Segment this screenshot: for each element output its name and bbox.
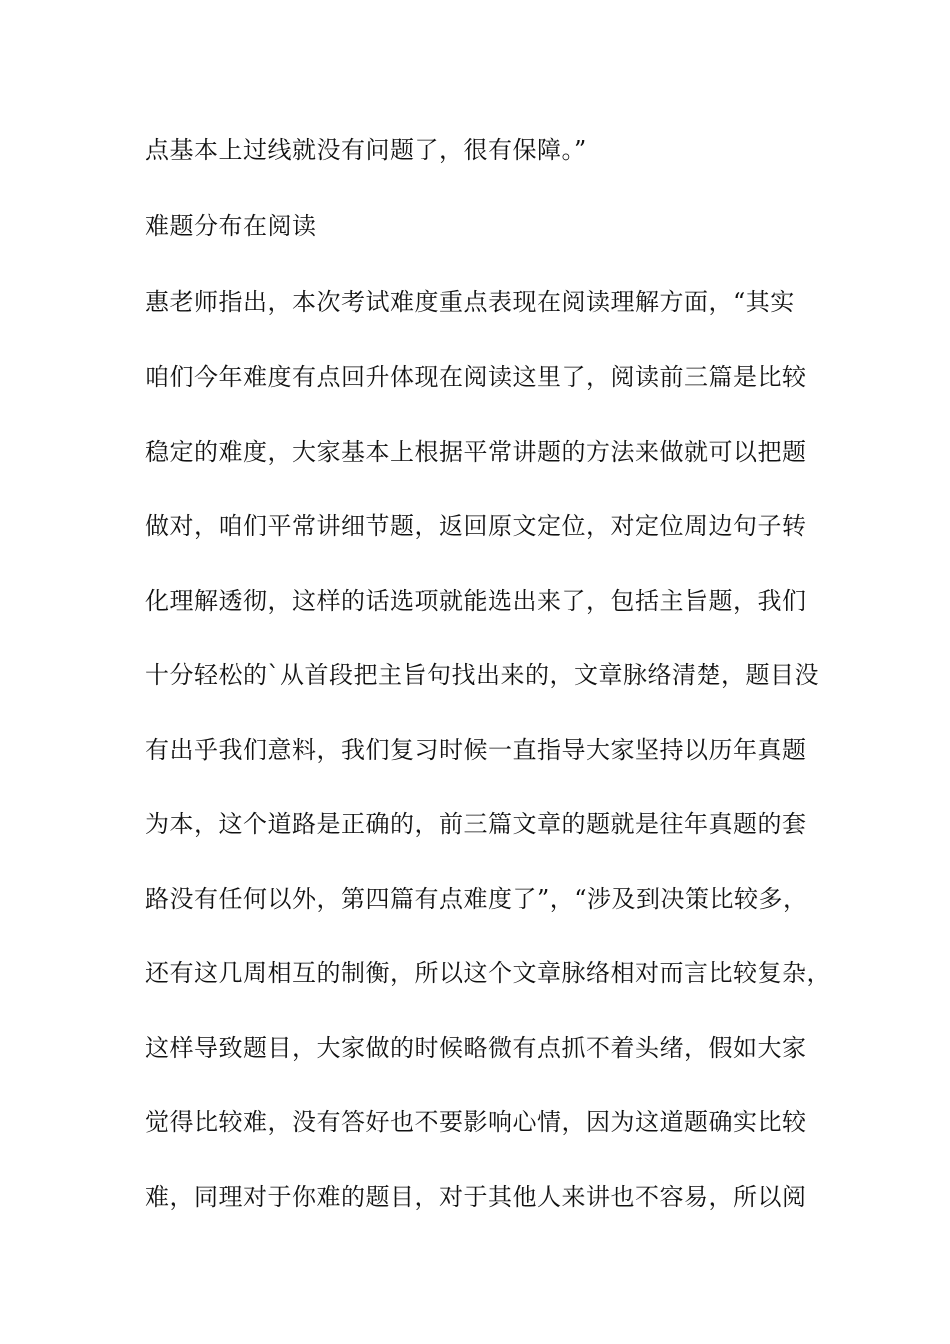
text-line: 稳定的难度，大家基本上根据平常讲题的方法来做就可以把题	[145, 438, 807, 466]
text-line: 十分轻松的`从首段把主旨句找出来的，文章脉络清楚，题目没	[145, 661, 819, 689]
section-heading: 难题分布在阅读	[145, 212, 317, 240]
text-line: 做对，咱们平常讲细节题，返回原文定位，对定位周边句子转	[145, 512, 807, 540]
text-line: 觉得比较难，没有答好也不要影响心情，因为这道题确实比较	[145, 1108, 807, 1136]
text-line: 化理解透彻，这样的话选项就能选出来了，包括主旨题，我们	[145, 587, 807, 615]
text-line: 为本，这个道路是正确的，前三篇文章的题就是往年真题的套	[145, 810, 807, 838]
text-line: 有出乎我们意料，我们复习时候一直指导大家坚持以历年真题	[145, 736, 807, 764]
text-line: 路没有任何以外，第四篇有点难度了”，“涉及到决策比较多，	[145, 885, 808, 913]
text-line: 这样导致题目，大家做的时候略微有点抓不着头绪，假如大家	[145, 1034, 807, 1062]
text-line: 惠老师指出，本次考试难度重点表现在阅读理解方面，“其实	[145, 288, 795, 316]
text-line: 点基本上过线就没有问题了，很有保障。”	[145, 136, 587, 164]
text-line: 还有这几周相互的制衡，所以这个文章脉络相对而言比较复杂，	[145, 959, 831, 987]
text-line: 咱们今年难度有点回升体现在阅读这里了，阅读前三篇是比较	[145, 363, 807, 391]
text-line: 难，同理对于你难的题目，对于其他人来讲也不容易，所以阅	[145, 1183, 807, 1211]
